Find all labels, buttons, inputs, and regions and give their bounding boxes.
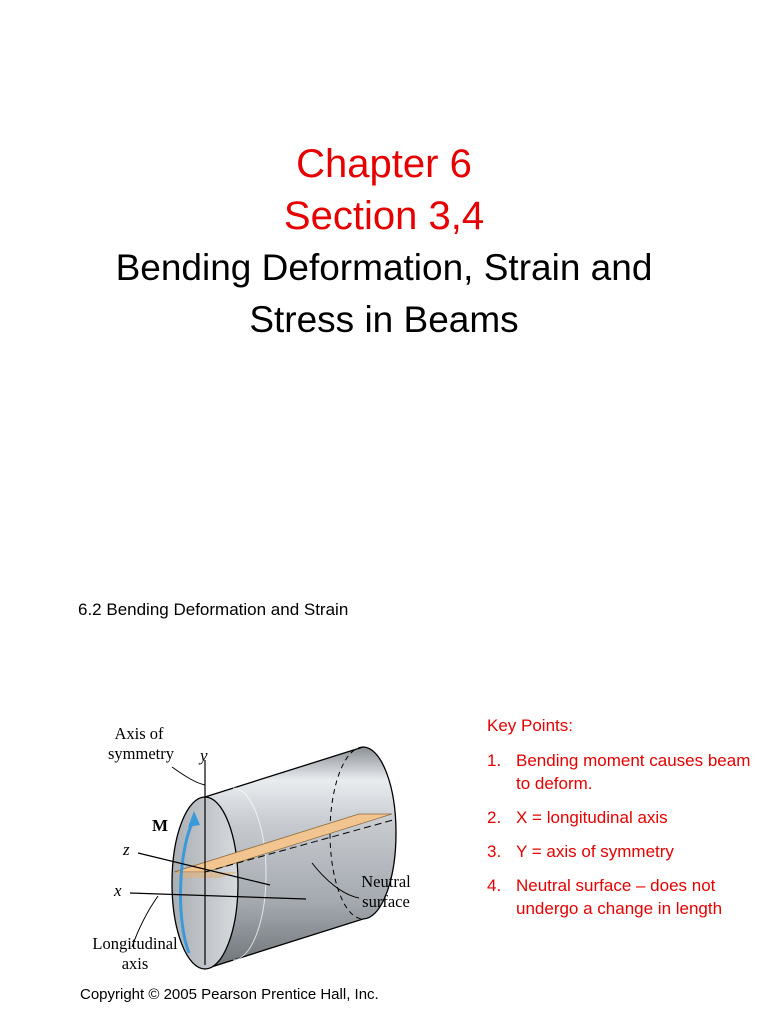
title-block	[0, 138, 768, 346]
section-heading: 6.2 Bending Deformation and Strain	[78, 600, 349, 619]
beam-bending-figure	[68, 715, 468, 985]
list-item	[487, 749, 757, 795]
list-item-number: 3.	[487, 842, 502, 861]
moment-label: M	[152, 816, 169, 835]
copyright-notice: Copyright © 2005 Pearson Prentice Hall, Inc.	[80, 986, 379, 1003]
axis-of-symmetry-label: Axis of symmetry	[108, 724, 174, 763]
list-item-text: X = longitudinal axis	[516, 808, 668, 827]
list-item-number: 4.	[487, 876, 502, 895]
neutral-surface-label: Neutral surface	[361, 872, 411, 911]
subtitle-line-2: Stress in Beams	[249, 299, 519, 340]
longitudinal-axis-label: Longitudinal axis	[92, 934, 178, 973]
list-item-number: 1.	[487, 751, 502, 770]
key-points-title: Key Points:	[487, 716, 573, 735]
chapter-title: Chapter 6	[296, 142, 472, 186]
list-item	[487, 840, 757, 863]
list-item-text: Neutral surface – does not undergo a change in length	[516, 876, 723, 918]
section-title: Section 3,4	[283, 194, 485, 238]
list-item-text: Bending moment causes beam to deform.	[516, 751, 751, 793]
x-axis-label: x	[114, 881, 122, 900]
key-points	[487, 714, 757, 931]
list-item	[487, 806, 757, 829]
z-axis-label: z	[123, 840, 130, 859]
subtitle-line-1: Bending Deformation, Strain and	[115, 247, 653, 288]
y-axis-label: y	[200, 746, 208, 765]
list-item-number: 2.	[487, 808, 502, 827]
list-item-text: Y = axis of symmetry	[516, 842, 674, 861]
list-item	[487, 874, 757, 920]
